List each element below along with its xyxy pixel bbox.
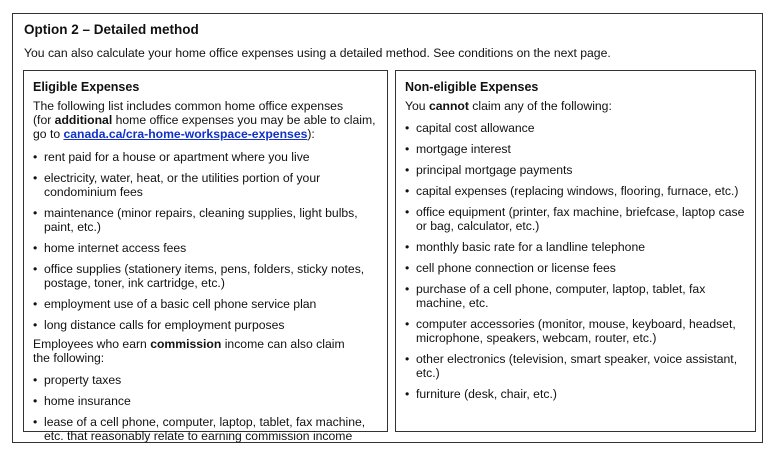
noneligible-intro [405,99,612,113]
noneligible-expenses-box [395,70,756,432]
list-item: • office equipment (printer, fax machine, briefcase, laptop case or bag, calculator, etc.) [405,205,747,233]
eligible-intro-line3-pre: go to [33,127,64,141]
noneligible-intro-post: claim any of the following: [468,99,612,113]
commission-list [33,373,379,450]
list-item: • furniture (desk, chair, etc.) [405,387,747,401]
cra-workspace-link[interactable]: canada.ca/cra-home-workspace-expenses [63,127,308,141]
noneligible-heading: Non-eligible Expenses [405,80,539,94]
list-item: • other electronics (television, smart speaker, voice assistant, etc.) [405,352,747,380]
commission-post: income can also claim [221,337,345,351]
list-item: • property taxes [33,373,379,387]
list-item: • home insurance [33,394,379,408]
noneligible-list [405,121,747,408]
list-item: • long distance calls for employment purposes [33,318,379,332]
eligible-list [33,150,379,339]
commission-intro [33,337,345,365]
list-item: • capital expenses (replacing windows, flooring, furnace, etc.) [405,184,747,198]
eligible-intro-line3-post: ): [307,127,315,141]
list-item: • rent paid for a house or apartment where you live [33,150,379,164]
list-item: • principal mortgage payments [405,163,747,177]
eligible-intro-line1: The following list includes common home office expenses [33,99,344,113]
list-item: • computer accessories (monitor, mouse, keyboard, headset, microphone, speakers, webcam, router, etc.) [405,317,747,345]
list-item: • maintenance (minor repairs, cleaning supplies, light bulbs, paint, etc.) [33,206,379,234]
noneligible-intro-bold: cannot [428,99,469,113]
list-item: • lease of a cell phone, computer, laptop, tablet, fax machine, etc. that reasonably relate to earning commission income [33,415,379,443]
list-item: • office supplies (stationery items, pens, folders, sticky notes, postage, toner, ink cartridge, etc.) [33,262,379,290]
commission-pre: Employees who earn [33,337,151,351]
list-item: • cell phone connection or license fees [405,261,747,275]
list-item: • home internet access fees [33,241,379,255]
eligible-intro-line2-post: home office expenses you may be able to claim, [112,113,376,127]
section-title: Option 2 – Detailed method [24,22,199,37]
commission-bold: commission [150,337,222,351]
section-intro: You can also calculate your home office expenses using a detailed method. See conditions on the next page. [24,46,611,60]
noneligible-intro-pre: You [405,99,429,113]
list-item: • monthly basic rate for a landline telephone [405,240,747,254]
eligible-intro [33,99,376,141]
commission-line2: the following: [33,351,105,365]
eligible-intro-bold: additional [54,113,113,127]
list-item: • electricity, water, heat, or the utilities portion of your condominium fees [33,171,379,199]
list-item: • employment use of a basic cell phone service plan [33,297,379,311]
eligible-expenses-box [23,70,388,443]
list-item: • capital cost allowance [405,121,747,135]
eligible-intro-line2-pre: (for [33,113,55,127]
detailed-method-section [12,13,763,443]
list-item: • purchase of a cell phone, computer, laptop, tablet, fax machine, etc. [405,282,747,310]
list-item: • mortgage interest [405,142,747,156]
eligible-heading: Eligible Expenses [33,80,140,94]
